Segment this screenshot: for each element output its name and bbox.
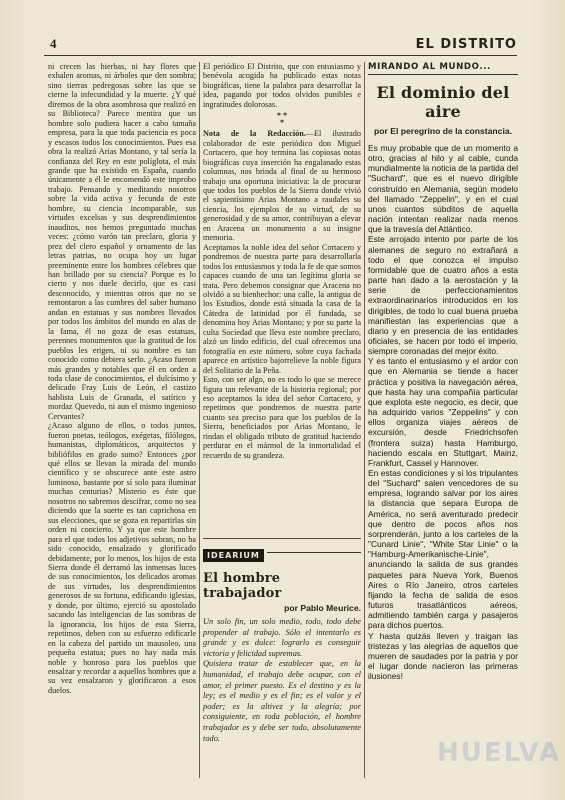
section-divider bbox=[203, 538, 361, 539]
page-header bbox=[44, 36, 517, 56]
editorial-note-text: —El ilustrado colaborador de este periódico don Miguel Cortacero, que hoy termina las copiosas notas biográficas cuya inserción ha engalanado estas columnas, nos brinda al final de su hermoso trabajo una oportuna iniciativa: la de procurar que todos los pueblos de la Sierra donde vivió el sapientísimo Arias Montano a raudales su ciencia, los ejemplos de su virtud, de su generosidad y de su amor, contribuyan a elevar en Aracena un monumento a su insigne memoria. Aceptamos la noble idea del señor Cortacero y pondremos de nuestra parte para desarrollarla todos los entusiasmos y toda la fe de que somos capaces cuando de una tan legítima gloria se trata. Pero debemos consignar que Aracena no olvidó a su bienhechor: una calle, la antigua de los Estudios, donde está situada la casa de la Cátedra de latinidad por él fundada, se denomina hoy Arias Montano; y por su parte la culta Sociedad que lleva este nombre preclaro, alzó un lindo edificio, del cual ofrecemos una fotografía en este número, sobre cuya fachada aparece en artístico bajorrelieve la noble figura del Solitario de la Peña. Esto, con ser algo, no es todo lo que se merece figura tan relevante de la historia regional; por eso aceptamos la idea del señor Cortacero, y repetimos que pondremos de nuestra parte cuanto sea preciso para que los pueblos de la Sierra, beneficiados por Arias Montano, le rindan el obligado tributo de gratitud haciendo perdurar en el mármol de la inmortalidad el recuerdo de su grandeza. bbox=[203, 129, 361, 460]
page-number: 4 bbox=[50, 36, 57, 51]
newspaper-title: EL DISTRITO bbox=[415, 37, 517, 52]
column-left-text: ni crecen las hierbas, ni hay flores que exhalen aromas, ni árboles que den sombra; sino tierras pedregosas sobre las que se cierne la infecundidad y la muerte. ¿Y qué diremos de la obra asombrosa que realizó en su Biblioteca? Parece mentira que un hombre solo pudiera hacer a cabo tamaña empresa, para la que toda paciencia es poca y escasos todos los conocimientos. Pues esa obra la realizó Arias Montano, y tal sería la confianza del Rey en este políglota, el más grande que ha existido en España, cuando únicamente a él le encomendó este improbo trabajo. Pensando y meditando nosotros sobre la vida activa y fecunda de este hombre, su ciencia incomparable, sus virtudes excelsas y sus desprendimientos inauditos, nos hemos preguntado muchas veces: ¿cómo varón tan preclaro, gloria y prez del clero español y ornamento de las letras patrias, no ocupa hoy un lugar preeminente entre los hombres célebres que han brillado por su ciencia? Porque es lo cierto y nos duele decirlo, que es casi desconocido, y mientras otros que no se remontaron a las cumbres del saber humano andan en estatuas y sus nombres llevados por todos los ámbitos del mundo en alas de la fama, él no goza de esas estatuas, perennes monumentos que la gratitud de los pueblos les erigen, ni su nombre es tan conocido como debiera serlo. ¿Acaso fueron más grandes y notables que él en orden a toda clase de conocimientos, el dulcísimo y delicado Fray Luis de León, el castizo hablista Luis de Granada, el satírico y mordaz Quevedo, ni aun el mismo ingenioso Cervantes? ¿Acaso alguno de ellos, o todos juntos, fueron poetas, teólogos, exégetas, filólogos, humanistas, diplomáticos, arquitectos y bibliófilos en grado sumo? Entonces ¿por qué ellos se llevan la mirada del mundo científico y se obscurece ante este astro luminoso, bastante por sí solo para iluminar muchas centurias? Misterio es éste que nosotros no sabremos descifrar, como no sea diciendo que la suerte es tan caprichosa en sus elecciones, que se goza en repartirlas sin orden ni concierto. Y ya que este hombre para el que todos los adjetivos sobran, no ha sido conocido, ensalzado y glorificado debidamente, por lo menos, los hijos de esta Sierra donde él derramó las inmensas luces de sus conocimientos, los delicados aromas de sus virtudes, los desprendimientos generosos de su fortuna, edificando iglesias, y donde, por último, ejerció su apostolado sacando las inteligencias de las sombras de la ignorancia, los hijos de esta Sierra, repetimos, deben con su esfuerzo edificarle en la cabeza del partido un mausoleo, una pequeña estatua; pues no hay nada más noble y honroso para los pueblos que ensalzar y recordar a aquellos hombres que a su vez ensalzaron y glorificaron a esos duelos. bbox=[48, 62, 196, 695]
editorial-note bbox=[203, 129, 361, 460]
ideario-section bbox=[203, 545, 361, 775]
editorial-note-heading: Nota de la Redacción. bbox=[203, 129, 306, 139]
ideario-title: El hombre trabajador bbox=[203, 571, 282, 601]
ideario-label: IDEARIUM bbox=[203, 549, 264, 562]
article-title: El dominio del aire bbox=[376, 83, 510, 121]
article-text: Es muy probable que de un momento a otro, gracias al hilo y al cable, cunda mundialmente la noticia de la partida del "Suchard", que es el nuevo dirigible construído en Alemania, según modelo del llamado "Zeppelin", y en el cual unos cuantos súbditos de aquella nación intentan realizar nada menos que la travesía del Atlántico. Este arrojado intento por parte de los alemanes de seguro no extrañará a todo el que conozca el impulso formidable que de cuatro años a esta parte han dado a la aerostación y la serie de perfeccionamientos extraordinarinarios introducidos en los dirigibles, de todo lo cual buena prueba manifiestan las experiencias que a diario y en presencia de las entidades oficiales, se hacen por todo el imperio, siempre coronadas del mejor éxito. Y es tanto el entusiasmo y el ardor con que en Alemania se tiende a hacer práctica y positiva la navegación aérea, que hasta hay una compañía particular que explota este negocio, es decir, que ha adquirido varios "Zeppelins" y con ellos organiza viajes aéreos de excursión, desde Friedrichsofen (frontera suiza) hasta Hamburgo, haciendo escala en Stuttgart, Mainz, Frankfurt, Cassel y Hannover. En estas condiciones y si los tripulantes del "Suchard" salen vencedores de su empresa, logrando salvar por los aires la distancia que separa Europa de América, no será aventurado predecir que dentro de pocos años nos sorprenderán, junto a los carteles de la "Cunard Linie", "White Star Linie" o la "Hamburg-Amerikanische-Linie", anunciando la salida de sus grandes paquetes para Nueva York, Buenos Aires o Río Janeiro, otros carteles fijando la fecha de salida de esos futuros trasatlánticos aéreos, admitiendo también carga y pasajeros para dichos puertos. Y hasta quizás lleven y traigan las tristezas y las alegrías de aquellos que mueren de saudades por la patria y por el lugar donde nacieron las primeras ilusiones! bbox=[368, 143, 518, 682]
column-middle-intro: El periódico El Distrito, que con entusiasmo y benévola acogida ha publicado estas notas biográficas, tiene la palabra para desarrollar la idea, pagando por todos olvidos punibles e ingratitudes dolorosas. bbox=[203, 62, 361, 109]
asterism: * * * bbox=[276, 111, 288, 128]
ideario-byline: por Pablo Meurice. bbox=[284, 603, 361, 613]
ideario-text: Un solo fin, un solo medio, todo, todo debe propender al trabajo. Sólo el intentarlo es grande y es dulce: lograrlo es conseguir victoria y felicidad supremas. Quisiera tratar de establecer que, en la humanidad, el trabajo debe ocupar, con el amor, el primer puesto. Es el destino y es la ley; es el medio y es el fin; es el valor y el poder; es la altivez y la alegría; por consiguiente, en toda población, el hombre trabajador es y debe ser todo, absolutamente todo. bbox=[203, 617, 361, 743]
ideario-rule bbox=[267, 552, 361, 553]
column-divider-left bbox=[199, 62, 200, 778]
column-right bbox=[368, 62, 518, 778]
section-label-mirando: MIRANDO AL MUNDO... bbox=[368, 62, 518, 75]
column-middle bbox=[203, 62, 361, 547]
article-byline: por El peregrino de la constancia. bbox=[373, 126, 512, 136]
column-left bbox=[48, 62, 196, 778]
column-divider-right bbox=[364, 62, 365, 778]
library-stamp: HUELVA bbox=[437, 738, 562, 768]
